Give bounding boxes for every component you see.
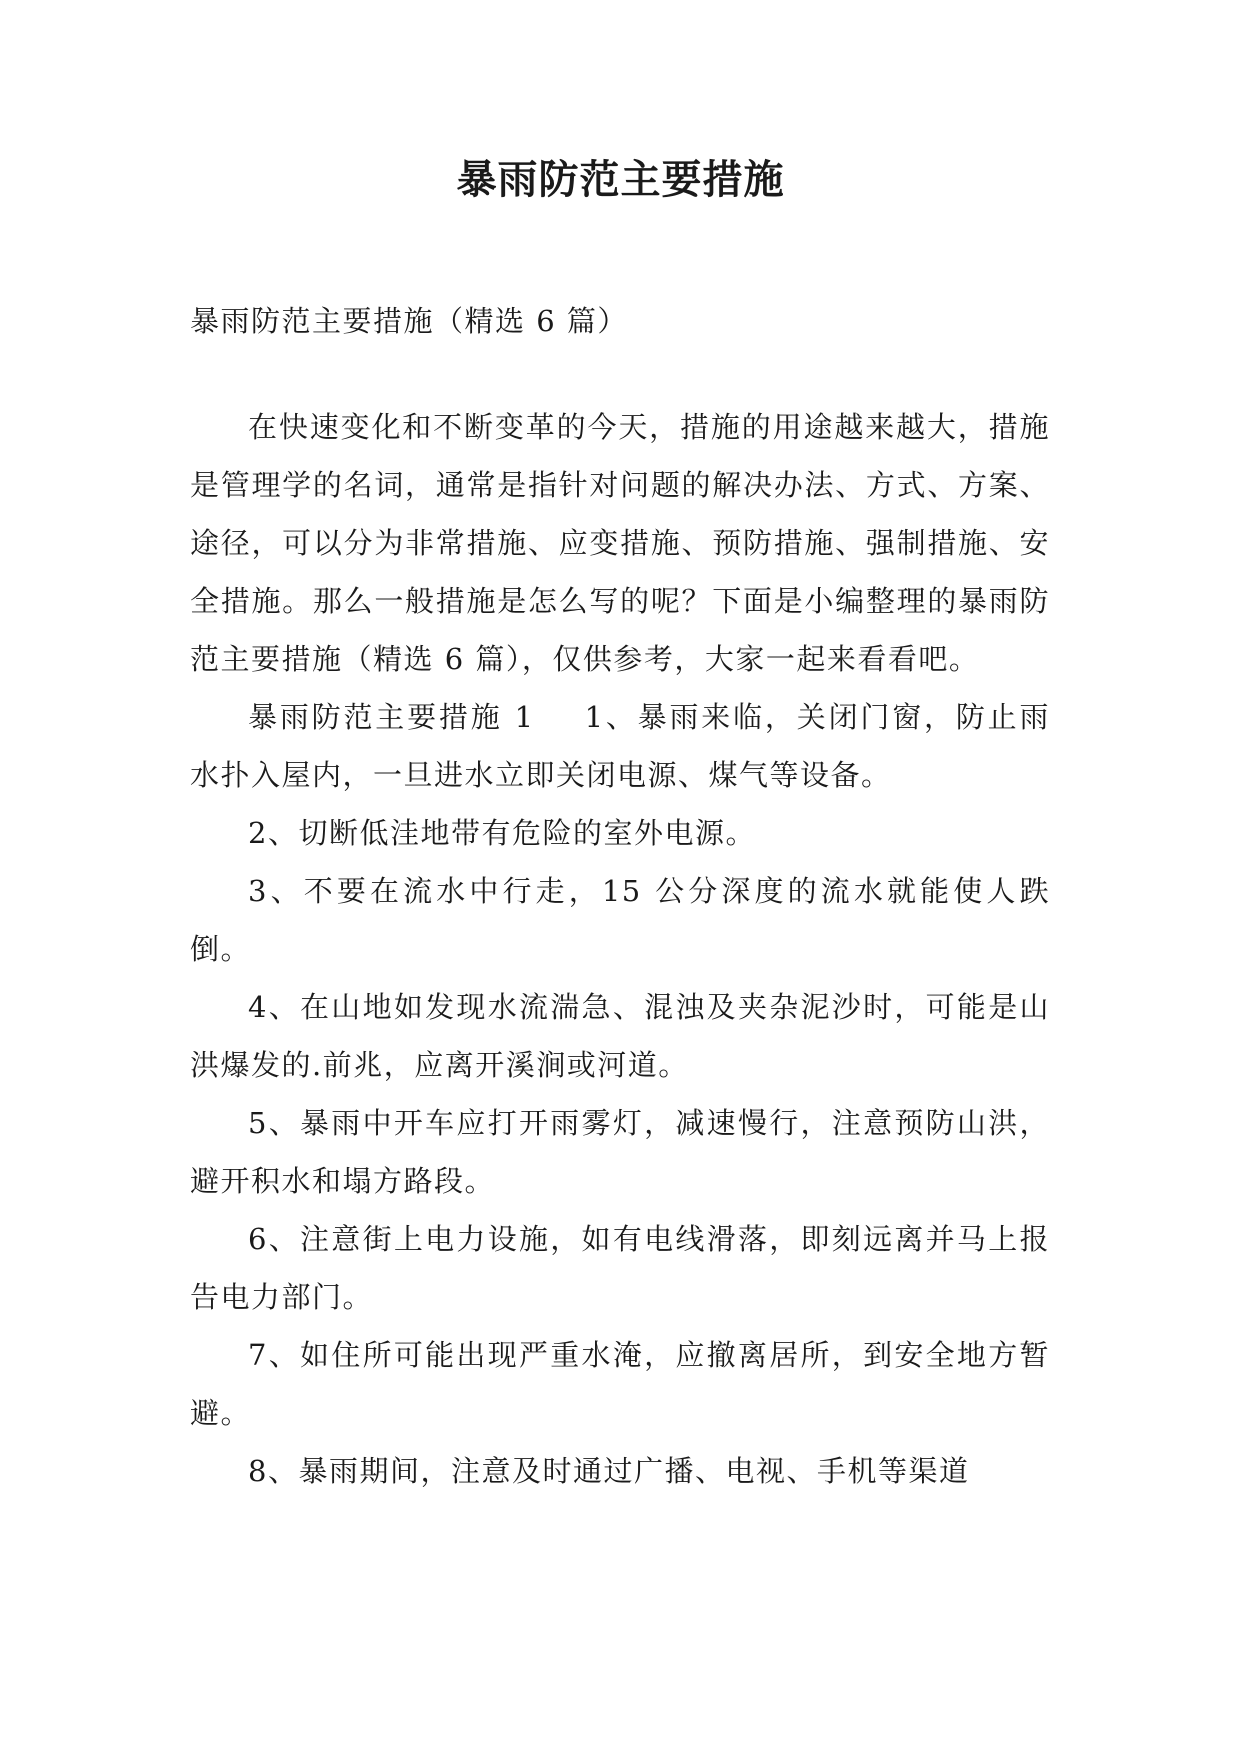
list-item: 6、注意街上电力设施，如有电线滑落，即刻远离并马上报告电力部门。 — [190, 1222, 1050, 1314]
list-item: 2、切断低洼地带有危险的室外电源。 — [248, 816, 756, 850]
section-heading: 暴雨防范主要措施 1 — [248, 700, 535, 734]
list-item: 3、不要在流水中行走，15 公分深度的流水就能使人跌倒。 — [190, 874, 1050, 966]
document-body — [190, 292, 1050, 1500]
list-item: 8、暴雨期间，注意及时通过广播、电视、手机等渠道 — [248, 1454, 970, 1488]
intro-paragraph: 在快速变化和不断变革的今天，措施的用途越来越大，措施是管理学的名词，通常是指针对问题的解决办法、方式、方案、途径，可以分为非常措施、应变措施、预防措施、强制措施、安全措施。那么一般措施是怎么写的呢？下面是小编整理的暴雨防范主要措施（精选 6 篇），仅供参考，大家一起来看看吧。 — [190, 410, 1050, 676]
list-item: 1、暴雨来临，关闭门窗，防止雨水扑入屋内，一旦进水立即关闭电源、煤气等设备。 — [190, 700, 1051, 792]
document-title: 暴雨防范主要措施 — [456, 156, 785, 203]
list-item: 7、如住所可能出现严重水淹，应撤离居所，到安全地方暂避。 — [190, 1338, 1050, 1430]
section-1-first-paragraph — [190, 688, 1050, 804]
document-subtitle: 暴雨防范主要措施（精选 6 篇） — [190, 304, 628, 338]
list-item: 5、暴雨中开车应打开雨雾灯，减速慢行，注意预防山洪，避开积水和塌方路段。 — [190, 1106, 1050, 1198]
list-item: 4、在山地如发现水流湍急、混浊及夹杂泥沙时，可能是山洪爆发的.前兆，应离开溪涧或河道。 — [190, 990, 1050, 1082]
